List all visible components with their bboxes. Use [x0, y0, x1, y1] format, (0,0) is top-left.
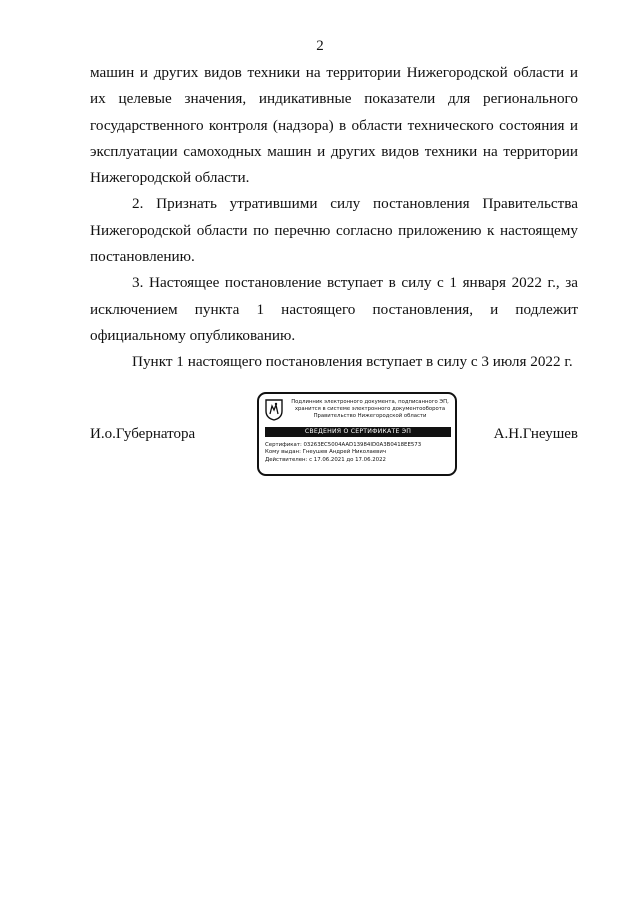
stamp-certificate-bar: СВЕДЕНИЯ О СЕРТИФИКАТЕ ЭП — [265, 427, 451, 437]
stamp-validity: Действителен: с 17.06.2021 до 17.06.2022 — [265, 456, 386, 463]
signer-name: А.Н.Гнеушев — [493, 426, 578, 442]
stamp-details — [265, 442, 451, 464]
paragraph-continuation: машин и других видов техники на территории Нижегородской области и их целевые значения, индикативные показатели для регионального государственного контроля (надзора) в области технического состояния и эксплуатации самоходных машин и других видов техники на территории Нижегородской области. — [90, 64, 578, 187]
signature-block — [90, 392, 578, 478]
stamp-header-line: Подлинник электронного документа, подписанного ЭП, — [291, 399, 449, 405]
stamp-certificate-number: Сертификат: 03263EC5004AAD13984ID0A3B0418EE573 — [265, 442, 422, 448]
coat-of-arms-icon — [265, 399, 283, 421]
stamp-issued-to: Кому выдан: Гнеушев Андрей Николаевич — [265, 449, 387, 456]
stamp-header — [286, 399, 454, 420]
document-body — [90, 60, 578, 376]
paragraph-item-1-effective: Пункт 1 настоящего постановления вступает в силу с 3 июля 2022 г. — [132, 353, 573, 371]
page-number: 2 — [316, 38, 324, 54]
signer-title: И.о.Губернатора — [90, 426, 196, 442]
electronic-signature-stamp — [257, 392, 457, 476]
stamp-header-line: хранится в системе электронного документооборота — [294, 406, 446, 412]
stamp-header-line: Правительство Нижегородской области — [313, 413, 427, 419]
paragraph-item-2: 2. Признать утратившими силу постановления Правительства Нижегородской области по перечню согласно приложению к настоящему постановлению. — [90, 195, 578, 266]
paragraph-item-3: 3. Настоящее постановление вступает в силу с 1 января 2022 г., за исключением пункта 1 настоящего постановления, и подлежит официальному опубликованию. — [90, 274, 578, 344]
